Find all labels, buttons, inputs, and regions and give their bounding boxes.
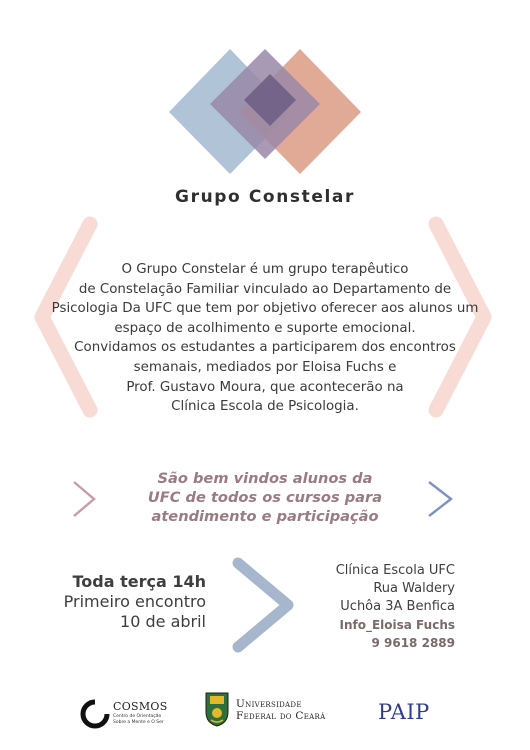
schedule-first: Primeiro encontro xyxy=(63,592,206,611)
welcome-line: atendimento e participação xyxy=(151,508,379,525)
description-line: O Grupo Constelar é um grupo terapêutico xyxy=(121,262,409,277)
cosmos-logo-icon xyxy=(80,697,110,731)
chevron-gray-icon xyxy=(222,555,307,655)
description xyxy=(0,260,530,417)
constelar-logo xyxy=(0,0,530,190)
description-line: Clínica Escola de Psicologia. xyxy=(171,399,359,415)
address-line: Rua Waldery xyxy=(373,581,455,596)
contact-phone: 9 9618 2889 xyxy=(371,636,455,650)
schedule-date: 10 de abril xyxy=(120,612,206,631)
description-line: espaço de acolhimento e suporte emocional. xyxy=(114,320,416,336)
ufc-crest-icon xyxy=(203,690,231,728)
ufc-name-line: Universidade xyxy=(236,698,302,710)
description-line: de Constelação Familiar vinculado ao Departamento de xyxy=(78,281,452,297)
description-line: semanais, mediados por Eloisa Fuchs e xyxy=(133,359,397,375)
page-title: Grupo Constelar xyxy=(175,187,355,207)
cosmos-subtitle-line: Sobre a Mente e O Ser xyxy=(113,719,164,725)
paip-logo: PAIP xyxy=(378,700,430,724)
description-line: Psicologia Da UFC que tem por objetivo oferecer aos alunos um xyxy=(51,301,479,317)
cosmos-subtitle xyxy=(113,714,183,725)
schedule-day: Toda terça 14h xyxy=(72,572,206,591)
welcome-message xyxy=(120,469,410,526)
welcome-line: UFC de todos os cursos para xyxy=(147,489,383,506)
address-info xyxy=(300,562,455,652)
contact-name: Info_Eloisa Fuchs xyxy=(339,618,455,632)
schedule-info xyxy=(12,572,206,632)
cosmos-subtitle-line: Centro de Orientação xyxy=(113,714,162,719)
welcome-line: São bem vindos alunos da xyxy=(157,470,373,487)
address-line: Uchôa 3A Benfica xyxy=(340,599,455,614)
cosmos-name: COSMOS xyxy=(113,700,168,713)
description-line: Convidamos os estudantes a participarem dos encontros xyxy=(74,340,456,356)
small-chevron-right-icon xyxy=(423,478,457,520)
address-line: Clínica Escola UFC xyxy=(335,563,455,578)
ufc-name xyxy=(236,698,325,722)
description-line: Prof. Gustavo Moura, que acontecerão na xyxy=(126,379,404,395)
small-chevron-left-icon xyxy=(68,478,100,520)
ufc-name-line: Federal do Ceará xyxy=(236,710,326,722)
